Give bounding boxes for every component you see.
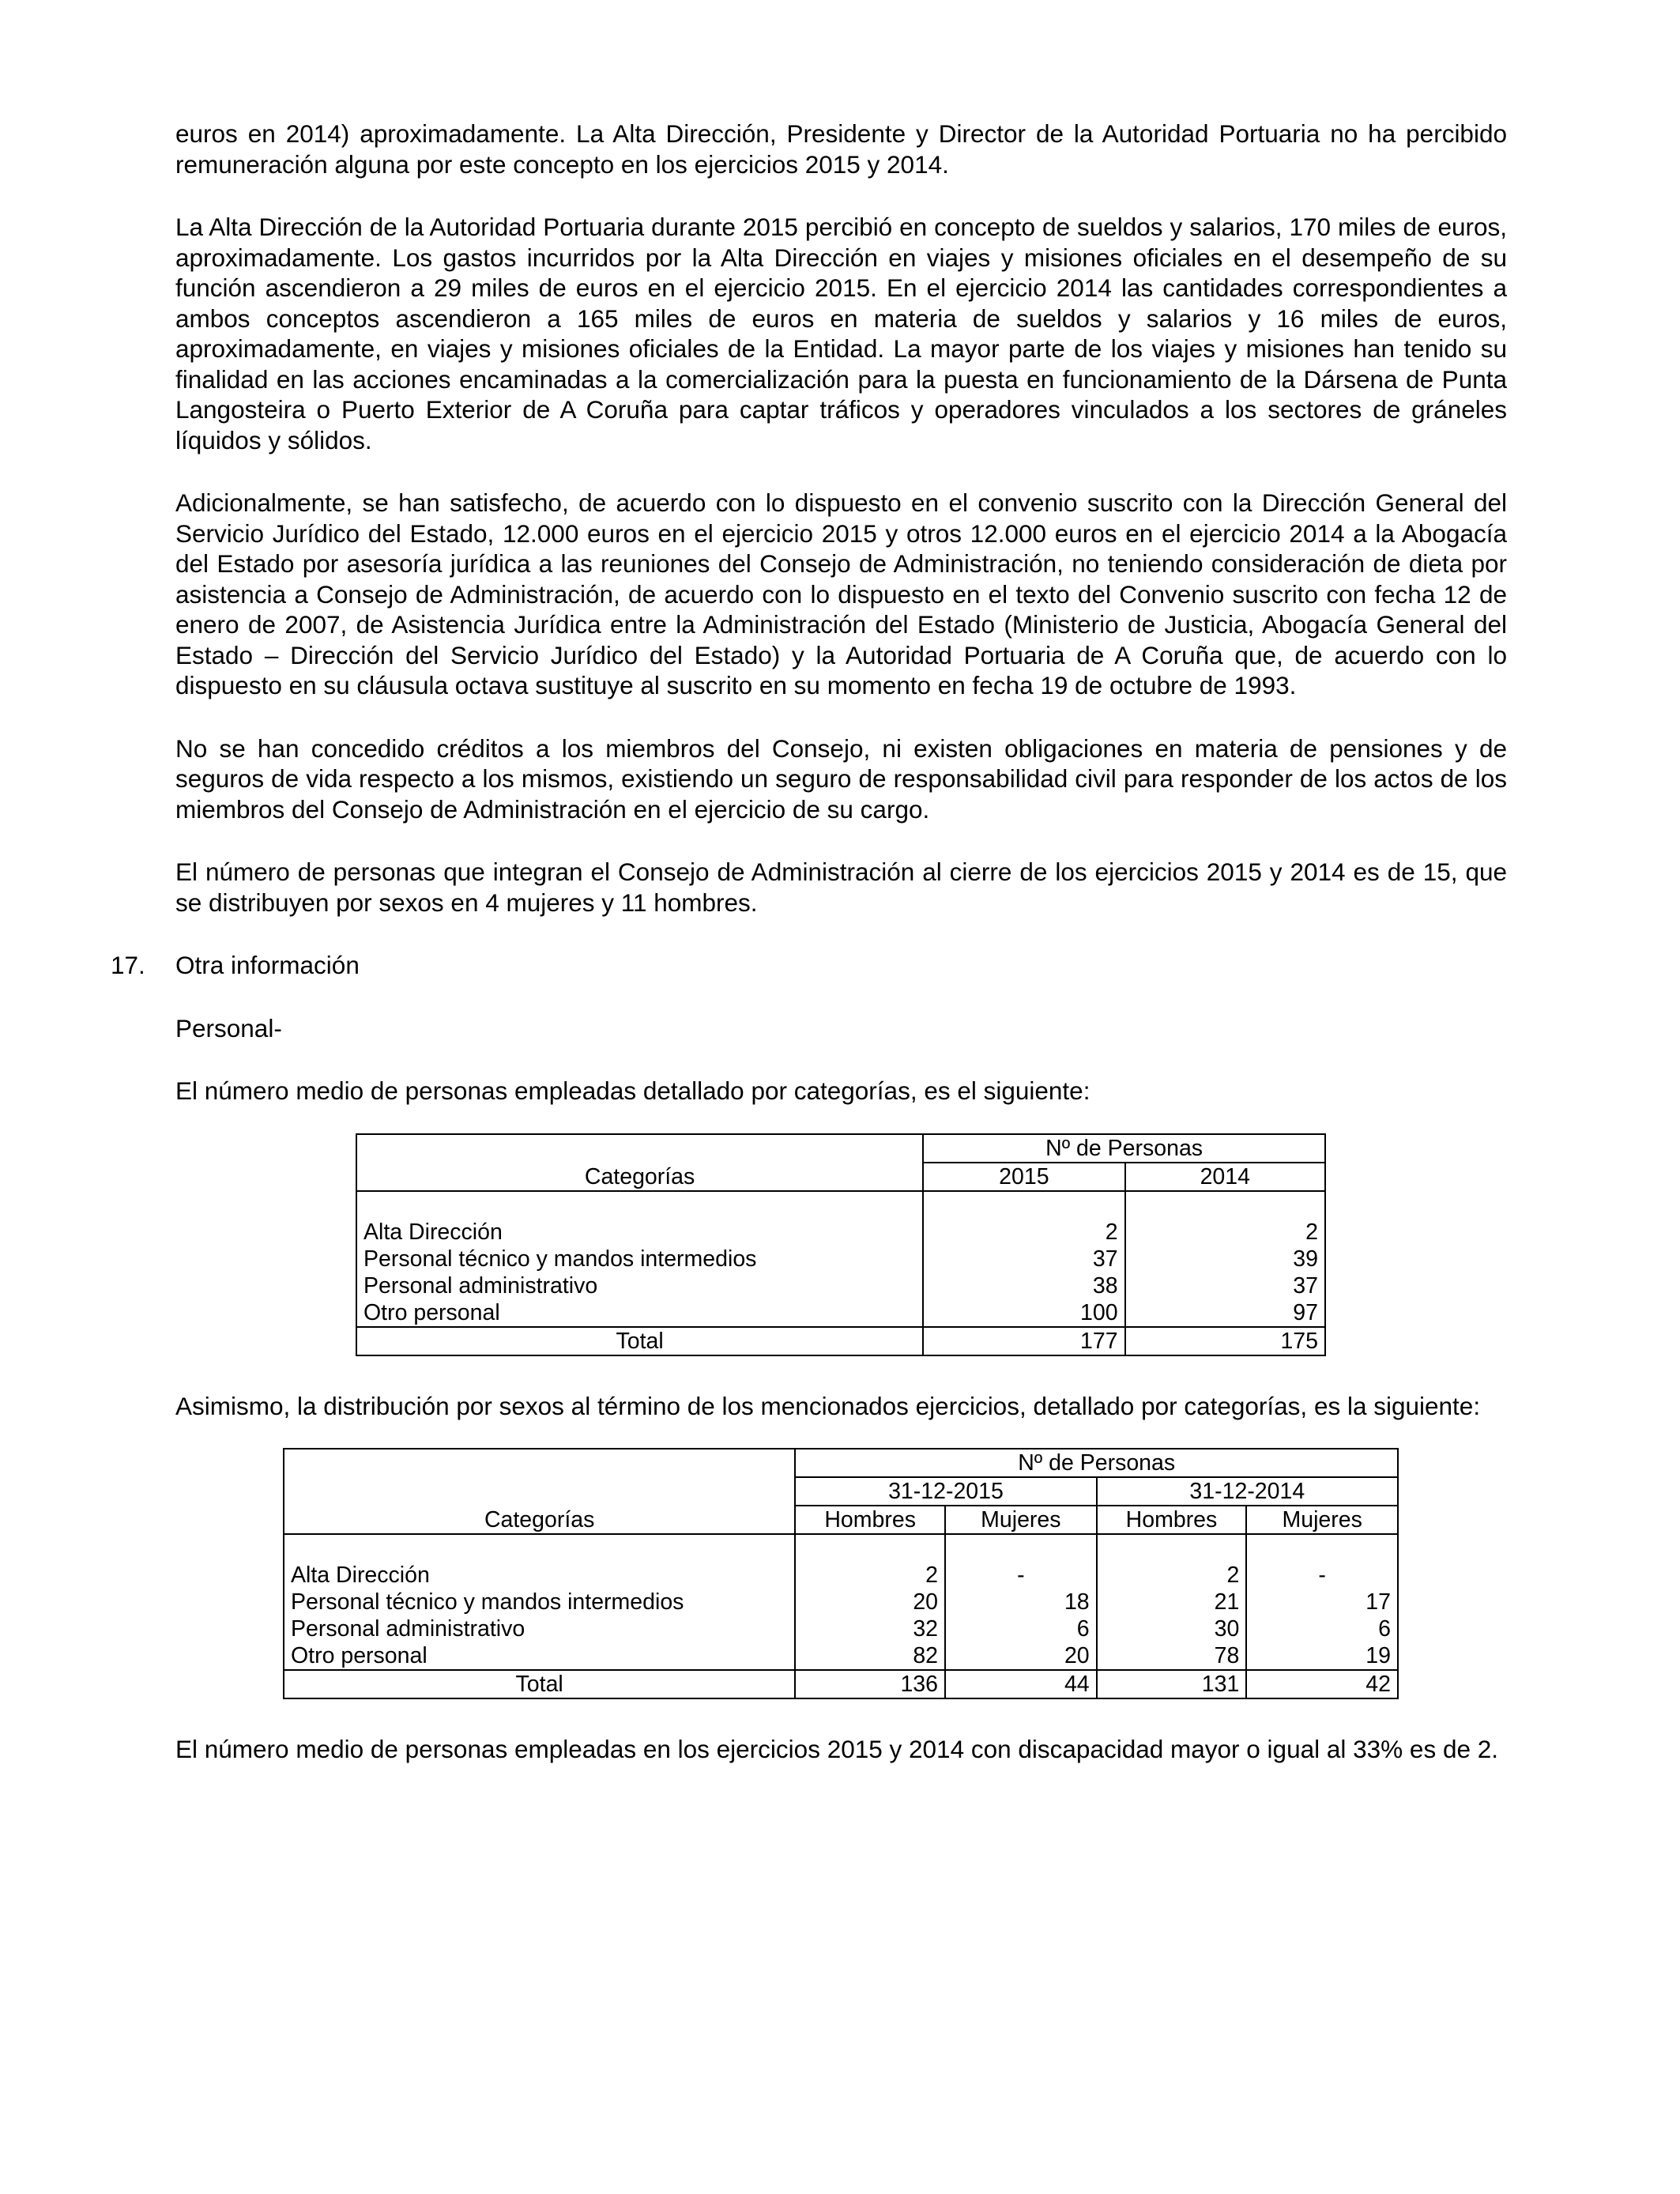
- row-label: Personal técnico y mandos intermedios: [363, 1246, 757, 1272]
- row-label: Personal administrativo: [363, 1272, 598, 1299]
- persons-group-header: Nº de Personas: [795, 1449, 1398, 1477]
- row-label: Otro personal: [291, 1643, 428, 1668]
- cell-value: 18: [945, 1589, 1097, 1615]
- total-value: 175: [1125, 1327, 1325, 1355]
- table-total-row: [284, 1670, 1398, 1698]
- cell-value: 32: [795, 1615, 945, 1642]
- men-header: Hombres: [1097, 1506, 1247, 1534]
- row-label: Personal administrativo: [291, 1616, 525, 1642]
- category-header: Categorías: [284, 1449, 795, 1534]
- cell-value: 78: [1097, 1642, 1247, 1670]
- cell-value: 100: [923, 1299, 1124, 1327]
- cell-value: 20: [795, 1589, 945, 1615]
- table-row: [356, 1246, 1325, 1272]
- total-value: 44: [945, 1670, 1097, 1698]
- year-header: 2014: [1125, 1163, 1325, 1191]
- total-value: 42: [1246, 1670, 1398, 1698]
- cell-value: 30: [1097, 1615, 1247, 1642]
- table-row: [356, 1299, 1325, 1327]
- cell-value: 19: [1246, 1642, 1398, 1670]
- table-spacer-row: [284, 1534, 1398, 1562]
- cell-value: 21: [1097, 1589, 1247, 1615]
- total-value: 177: [923, 1327, 1124, 1355]
- table-row: [284, 1642, 1398, 1670]
- women-header: Mujeres: [945, 1506, 1097, 1534]
- total-label: Total: [356, 1327, 923, 1355]
- cell-value: 2: [923, 1219, 1124, 1246]
- year-header: 2015: [923, 1163, 1124, 1191]
- section-heading: [111, 950, 1507, 981]
- table-header-row: [284, 1449, 1398, 1477]
- cell-value: 2: [1097, 1562, 1247, 1589]
- date-header: 31-12-2015: [795, 1477, 1096, 1506]
- women-header: Mujeres: [1246, 1506, 1398, 1534]
- row-label: Alta Dirección: [291, 1563, 430, 1588]
- total-value: 131: [1097, 1670, 1247, 1698]
- cell-value: 2: [1125, 1219, 1325, 1246]
- employees-by-sex-table: [283, 1448, 1399, 1699]
- employees-by-category-table: [356, 1133, 1326, 1356]
- cell-value: -: [1246, 1562, 1398, 1589]
- total-label: Total: [284, 1670, 795, 1698]
- row-label: Otro personal: [363, 1299, 500, 1325]
- document-page: [111, 119, 1507, 1765]
- row-label: Personal técnico y mandos intermedios: [291, 1589, 684, 1615]
- table1-intro: El número medio de personas empleadas detallado por categorías, es el siguiente:: [175, 1076, 1090, 1105]
- persons-group-header: Nº de Personas: [923, 1134, 1325, 1163]
- cell-value: 82: [795, 1642, 945, 1670]
- total-value: 136: [795, 1670, 945, 1698]
- section-subtitle: Personal-: [175, 1013, 282, 1042]
- cell-value: -: [945, 1562, 1097, 1589]
- cell-value: 37: [1125, 1272, 1325, 1299]
- table-row: [284, 1615, 1398, 1642]
- cell-value: 6: [1246, 1615, 1398, 1642]
- cell-value: 39: [1125, 1246, 1325, 1272]
- cell-value: 20: [945, 1642, 1097, 1670]
- cell-value: 37: [923, 1246, 1124, 1272]
- paragraph-4: No se han concedido créditos a los miembros del Consejo, ni existen obligaciones en materia de pensiones y de seguros de vida respecto a los mismos, existiendo un seguro de responsabilidad civil para responder de los actos de los miembros del Consejo de Administración en el ejercicio de su cargo.: [175, 733, 1507, 824]
- paragraph-5: El número de personas que integran el Consejo de Administración al cierre de los ejercicios 2015 y 2014 es de 15, que se distribuyen por sexos en 4 mujeres y 11 hombres.: [175, 858, 1507, 917]
- paragraph-1: euros en 2014) aproximadamente. La Alta Dirección, Presidente y Director de la Autoridad Portuaria no ha percibido remuneración alguna por este concepto en los ejercicios 2015 y 2014.: [175, 119, 1507, 179]
- table-row: [356, 1219, 1325, 1246]
- table-row: [356, 1272, 1325, 1299]
- cell-value: 97: [1125, 1299, 1325, 1327]
- date-header: 31-12-2014: [1097, 1477, 1398, 1506]
- cell-value: 17: [1246, 1589, 1398, 1615]
- table-row: [284, 1562, 1398, 1589]
- closing-paragraph: El número medio de personas empleadas en los ejercicios 2015 y 2014 con discapacidad mayor o igual al 33% es de 2.: [175, 1735, 1499, 1763]
- cell-value: 6: [945, 1615, 1097, 1642]
- cell-value: 2: [795, 1562, 945, 1589]
- category-header: Categorías: [356, 1134, 923, 1191]
- section-title: Otra información: [175, 951, 360, 979]
- paragraph-2: La Alta Dirección de la Autoridad Portuaria durante 2015 percibió en concepto de sueldos y salarios, 170 miles de euros, aproximadamente. Los gastos incurridos por la Alta Dirección en viajes y misiones oficiales en el desempeño de su función ascendieron a 29 miles de euros en el ejercicio 2015. En el ejercicio 2014 las cantidades correspondientes a ambos conceptos ascendieron a 165 miles de euros en materia de sueldos y salarios y 16 miles de euros, aproximadamente, en viajes y misiones oficiales de la Entidad. La mayor parte de los viajes y misiones han tenido su finalidad en las acciones encaminadas a la comercialización para la puesta en funcionamiento de la Dársena de Punta Langosteira o Puerto Exterior de A Coruña para captar tráficos y operadores vinculados a los sectores de gráneles líquidos y sólidos.: [175, 213, 1507, 454]
- table-total-row: [356, 1327, 1325, 1355]
- table2-intro: Asimismo, la distribución por sexos al término de los mencionados ejercicios, detallado por categorías, es la siguiente:: [175, 1391, 1481, 1420]
- cell-value: 38: [923, 1272, 1124, 1299]
- men-header: Hombres: [795, 1506, 945, 1534]
- table-spacer-row: [356, 1191, 1325, 1219]
- table-row: [284, 1589, 1398, 1615]
- table-header-row: [356, 1134, 1325, 1163]
- row-label: Alta Dirección: [363, 1219, 503, 1245]
- paragraph-3: Adicionalmente, se han satisfecho, de acuerdo con lo dispuesto en el convenio suscrito con la Dirección General del Servicio Jurídico del Estado, 12.000 euros en el ejercicio 2015 y otros 12.000 euros en el ejercicio 2014 a la Abogacía del Estado por asesoría jurídica a las reuniones del Consejo de Administración, no teniendo consideración de dieta por asistencia a Consejo de Administración, de acuerdo con lo dispuesto en el texto del Convenio suscrito con fecha 12 de enero de 2007, de Asistencia Jurídica entre la Administración del Estado (Ministerio de Justicia, Abogacía General del Estado – Dirección del Servicio Jurídico del Estado) y la Autoridad Portuaria de A Coruña que, de acuerdo con lo dispuesto en su cláusula octava sustituye al suscrito en su momento en fecha 19 de octubre de 1993.: [175, 488, 1507, 699]
- section-number: 17.: [111, 951, 145, 979]
